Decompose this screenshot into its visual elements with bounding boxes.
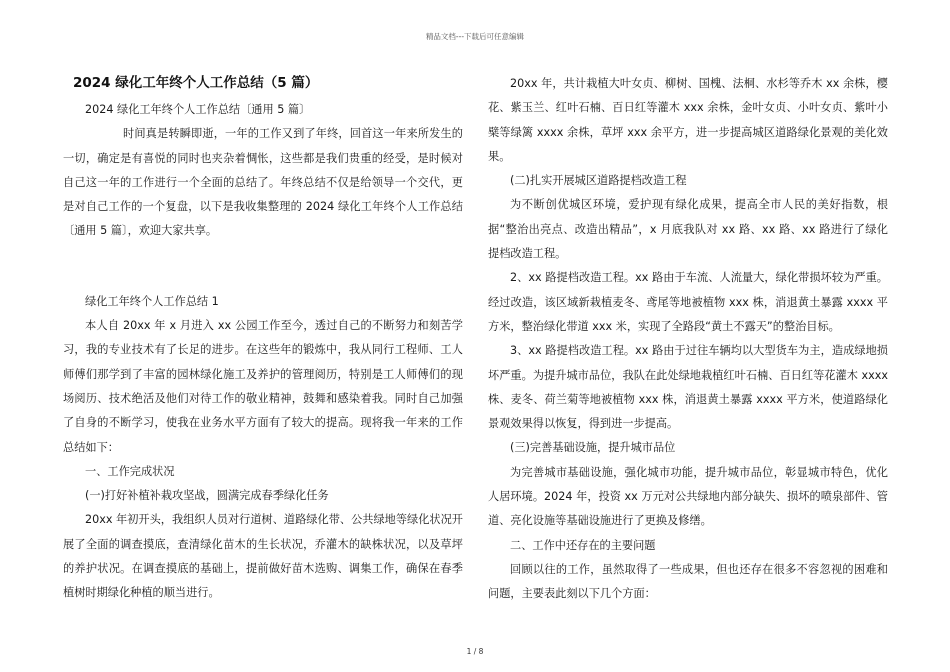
left-column <box>63 72 463 606</box>
intro-paragraph: 时间真是转瞬即逝，一年的工作又到了年终，回首这一年来所发生的一切，确定是有喜悦的同时也夹杂着惆怅，这些都是我们贵重的经受，是时候对自己这一年的工作进行一个全面的总结了。年终总结不仅是给领导一个交代，更是对自己工作的一个复盘，以下是我收集整理的 2024 绿化工年终个人工作总结〔通用 5 篇〕，欢迎大家共享。 <box>63 127 463 238</box>
paragraph: 2、xx 路提档改造工程。xx 路由于车流、人流量大，绿化带损坏较为严重。经过改造，该区域新栽植麦冬、鸢尾等地被植物 xxx 株，消退黄土暴露 xxxx 平方米，整治绿化带道 xxx 米，实现了全路段“黄土不露天”的整治目标。 <box>488 271 888 333</box>
page-header: 精品文档---下载后可任意编辑 <box>425 32 525 41</box>
document-subtitle: 2024 绿化工年终个人工作总结〔通用 5 篇〕 <box>85 103 311 116</box>
heading-spring-greening: (一)打好补植补栽攻坚战，圆满完成春季绿化任务 <box>85 489 329 503</box>
heading-problems: 二、工作中还存在的主要问题 <box>510 538 656 552</box>
heading-infrastructure: (三)完善基础设施，提升城市品位 <box>510 441 676 455</box>
paragraph: 20xx 年，共计栽植大叶女贞、柳树、国槐、法桐、水杉等乔木 xx 余株，樱花、紫玉兰、红叶石楠、百日红等灌木 xxx 余株，金叶女贞、小叶女贞、紫叶小檗等绿篱 xxxx 余株，草坪 xxx 余平方，进一步提高城区道路绿化景观的美化效果。 <box>488 77 888 163</box>
paragraph: 回顾以往的工作，虽然取得了一些成果，但也还存在很多不容忽视的困难和问题，主要表此刻以下几个方面： <box>488 562 888 601</box>
paragraph: 为不断创优城区环境，爱护现有绿化成果，提高全市人民的美好指数，根据“整治出亮点、改造出精品”，x 月底我队对 xx 路、xx 路、xx 路进行了绿化提档改造工程。 <box>488 198 888 261</box>
paragraph: 本人自 20xx 年 x 月进入 xx 公园工作至今，透过自己的不断努力和刻苦学习，我的专业技术有了长足的进步。在这些年的锻炼中，我从同行工程师、工人师傅们那学到了丰富的园林绿化施工及养护的管理阅历，特别是工人师傅们的现场阅历、技术绝活及他们对待工作的敬业精神，鼓舞和感染着我。同时自己加强了自身的不断学习，使我在业务水平方面有了较大的提高。现将我一年来的工作总结如下： <box>63 319 463 454</box>
right-column <box>488 72 888 607</box>
paragraph: 3、xx 路提档改造工程。xx 路由于过往车辆均以大型货车为主，造成绿地损坏严重。为提升城市品位，我队在此处绿地栽植红叶石楠、百日红等花灌木 xxxx 株、麦冬、荷兰菊等地被植物 xxx 株，消退黄土暴露 xxxx 平方米，使道路绿化景观效果得以恢复，得到进一步提高。 <box>488 344 888 431</box>
paragraph: 20xx 年初开头，我组织人员对行道树、道路绿化带、公共绿地等绿化状况开展了全面的调查摸底，查清绿化苗木的生长状况，乔灌木的缺株状况，以及草坪的养护状况。在调查摸底的基础上，提前做好苗木选购、调集工作，确保在春季植树时期绿化种植的顺当进行。 <box>63 513 463 600</box>
section-title: 绿化工年终个人工作总结 1 <box>85 294 219 308</box>
heading-work-status: 一、工作完成状况 <box>85 464 175 478</box>
document-title: 2024 绿化工年终个人工作总结（5 篇） <box>73 75 319 91</box>
heading-road-upgrade: (二)扎实开展城区道路提档改造工程 <box>510 174 687 188</box>
paragraph: 为完善城市基础设施，强化城市功能，提升城市品位，彰显城市特色，优化人居环境。2024 年，投资 xx 万元对公共绿地内部分缺失、损坏的喷泉部件、管道、亮化设施等基础设施进行了更换及修缮。 <box>488 465 888 528</box>
page-number: 1 / 8 <box>466 647 484 656</box>
